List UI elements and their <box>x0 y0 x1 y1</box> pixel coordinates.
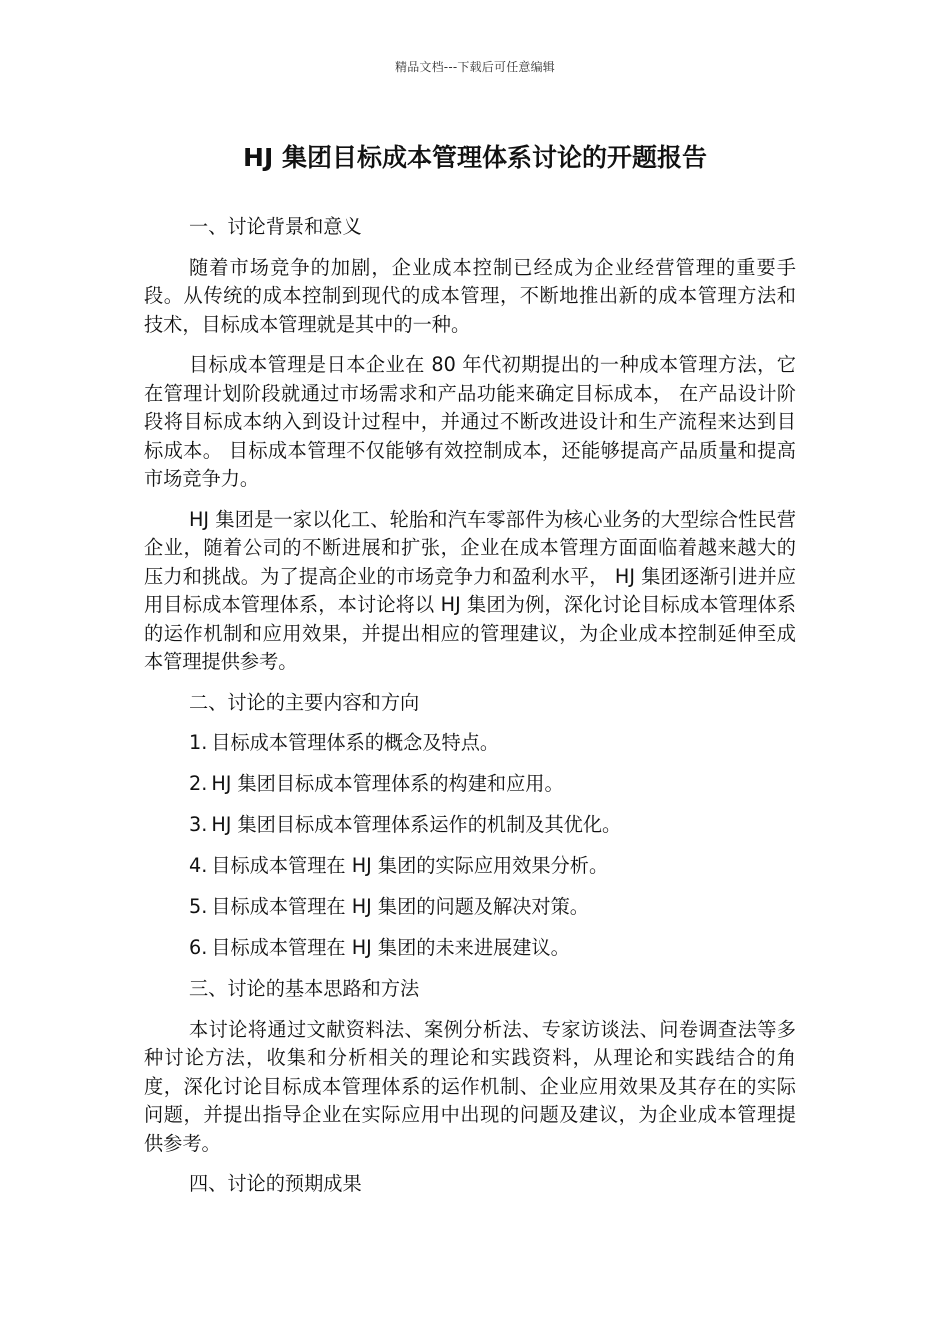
list-item <box>144 934 796 963</box>
paragraph-2: 目标成本管理是日本企业在 80 年代初期提出的一种成本管理方法，它在管理计划阶段就通过市场需求和产品功能来确定目标成本， 在产品设计阶段将目标成本纳入到设计过程中，并通过不断改进设计和生产流程来达到目标成本。 目标成本管理不仅能够有效控制成本，还能够提高产品质量和提高市场竞争力。 <box>144 353 796 490</box>
section-heading-3: 三、讨论的基本思路和方法 <box>189 977 420 1000</box>
paragraph-4: 本讨论将通过文献资料法、案例分析法、专家访谈法、问卷调查法等多种讨论方法，收集和分析相关的理论和实践资料，从理论和实践结合的角度，深化讨论目标成本管理体系的运作机制、企业应用效果及其存在的实际问题，并提出指导企业在实际应用中出现的问题及建议，为企业成本管理提供参考。 <box>144 1017 796 1155</box>
section-heading-2: 二、讨论的主要内容和方向 <box>189 690 420 714</box>
list-item-number: 3. <box>189 813 208 836</box>
section-heading-1: 一、讨论背景和意义 <box>189 215 362 238</box>
section-heading-4: 四、讨论的预期成果 <box>189 1172 362 1195</box>
list-item-text: HJ 集团目标成本管理体系的构建和应用。 <box>211 772 564 795</box>
list-item <box>144 770 796 799</box>
list-item-text: 目标成本管理在 HJ 集团的未来进展建议。 <box>211 936 570 959</box>
list-item-text: 目标成本管理在 HJ 集团的实际应用效果分析。 <box>211 854 609 877</box>
list-item-text: 目标成本管理体系的概念及特点。 <box>211 731 500 754</box>
list-item-number: 4. <box>189 854 208 877</box>
list-item-number: 2. <box>189 772 208 795</box>
list-item <box>144 811 796 840</box>
list-item <box>144 852 796 881</box>
paragraph-1: 随着市场竞争的加剧，企业成本控制已经成为企业经营管理的重要手段。从传统的成本控制到现代的成本管理，不断地推出新的成本管理方法和技术，目标成本管理就是其中的一种。 <box>144 255 796 336</box>
list-item <box>144 729 796 758</box>
list-item-number: 1. <box>189 731 208 754</box>
list-item-text: HJ 集团目标成本管理体系运作的机制及其优化。 <box>211 813 622 836</box>
list-item <box>144 893 796 922</box>
list-item-text: 目标成本管理在 HJ 集团的问题及解决对策。 <box>211 895 589 918</box>
document-title: HJ 集团目标成本管理体系讨论的开题报告 <box>243 143 707 172</box>
header-note: 精品文档---下载后可任意编辑 <box>395 60 555 74</box>
paragraph-3: HJ 集团是一家以化工、轮胎和汽车零部件为核心业务的大型综合性民营企业，随着公司的不断进展和扩张，企业在成本管理方面面临着越来越大的压力和挑战。为了提高企业的市场竞争力和盈利水平， HJ 集团逐渐引进并应用目标成本管理体系，本讨论将以 HJ 集团为例，深化讨论目标成本管理体系的运作机制和应用效果，并提出相应的管理建议，为企业成本控制延伸至成本管理提供参考。 <box>144 507 796 673</box>
document-body <box>144 213 796 1211</box>
list-item-number: 6. <box>189 936 208 959</box>
research-content-list <box>144 729 796 963</box>
list-item-number: 5. <box>189 895 208 918</box>
